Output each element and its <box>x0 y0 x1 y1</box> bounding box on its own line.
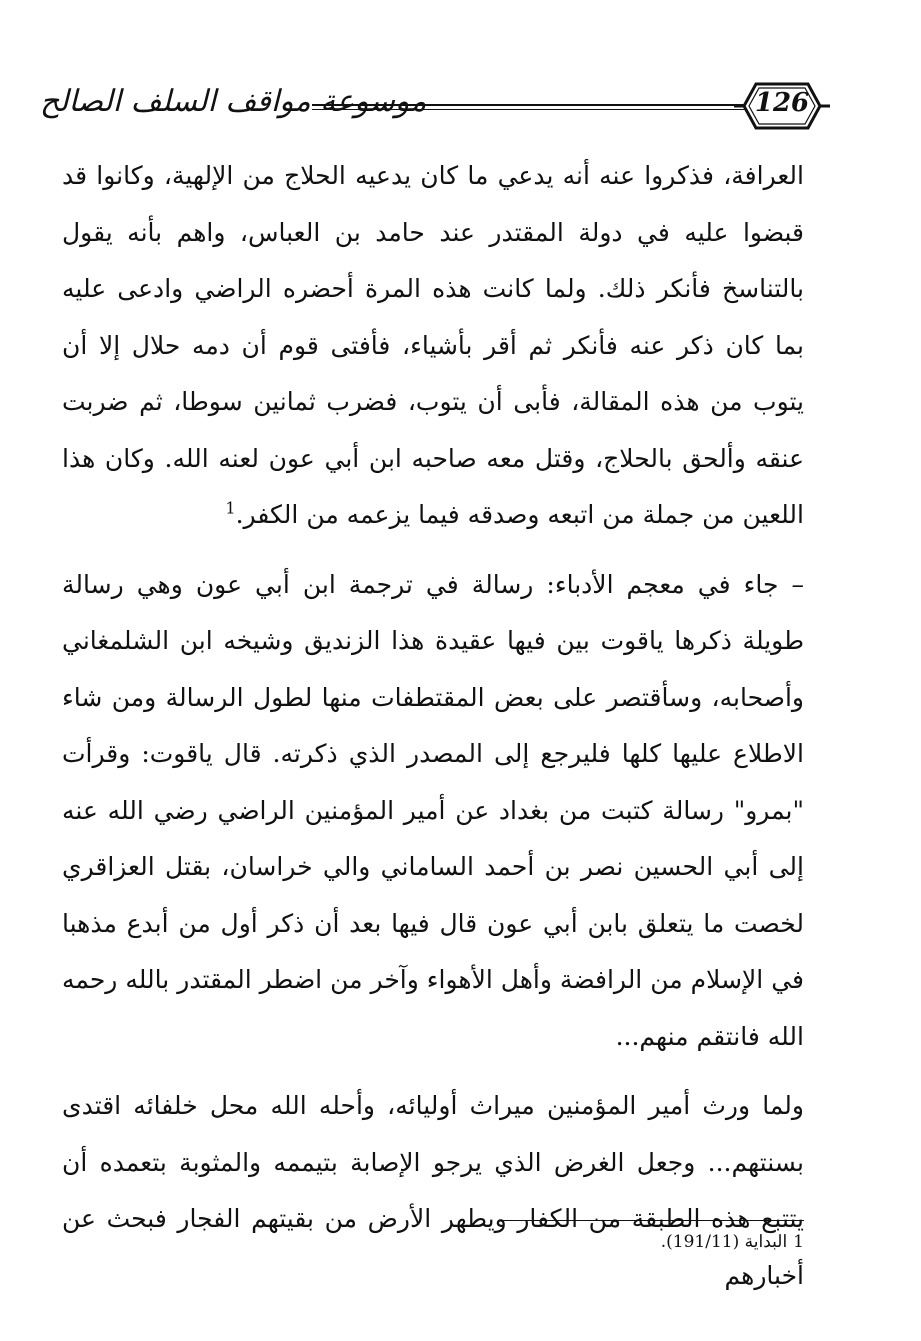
series-title: موسوعة مواقف السلف الصالح <box>40 84 427 119</box>
footnote <box>404 1232 804 1252</box>
paragraph-text: العرافة، فذكروا عنه أنه يدعي ما كان يدعيه الحلاج من الإلهية، وكانوا قد قبضوا عليه في دولة المقتدر عند حامد بن العباس، واهم بأنه يقول بالتناسخ فأنكر ذلك. ولما كانت هذه المرة أحضره الراضي وادعى عليه بما كان ذكر عنه فأنكر ثم أقر بأشياء، فأفتى قوم أن دمه حلال إلا أن يتوب من هذه المقالة، فأبى أن يتوب، فضرب ثمانين سوطا، ثم ضربت عنقه وألحق بالحلاج، وقتل معه صاحبه ابن أبي عون لعنه الله. وكان هذا اللعين من جملة من اتبعه وصدقه فيما يزعمه من الكفر. <box>62 161 804 529</box>
paragraph: – جاء في معجم الأدباء: رسالة في ترجمة ابن أبي عون وهي رسالة طويلة ذكرها ياقوت بين فيها عقيدة هذا الزنديق وشيخه ابن الشلمغاني وأصحابه، وسأقتصر على بعض المقتطفات منها لطول الرسالة ومن شاء الاطلاع عليها كلها فليرجع إلى المصدر الذي ذكرته. قال ياقوت: وقرأت "بمرو" رسالة كتبت من بغداد عن أمير المؤمنين الراضي رضي الله عنه إلى أبي الحسين نصر بن أحمد الساماني والي خراسان، بقتل العزاقري لخصت ما يتعلق بابن أبي عون قال فيها بعد أن ذكر أول من أبدع مذهبا في الإسلام من الرافضة وأهل الأهواء وآخر من اضطر المقتدر بالله رحمه الله فانتقم منهم... <box>62 569 804 1051</box>
paragraph: ولما ورث أمير المؤمنين ميراث أوليائه، وأحله الله محل خلفائه اقتدى بسنتهم... وجعل الغرض الذي يرجو الإصابة بتيممه والمثوبة بتعمده أن يتتبع هذه الطبقة من الكفار ويطهر الأرض من بقيتهم الفجار فبحث عن أخبارهم <box>62 1091 804 1290</box>
footnote-reference[interactable]: 1 <box>225 498 236 518</box>
page-number: 126 <box>754 88 810 118</box>
footnote-text: البداية (191/11). <box>660 1232 788 1252</box>
page-number-badge <box>730 78 834 134</box>
page-header <box>40 78 880 138</box>
header-rule <box>312 104 752 110</box>
footnote-separator <box>502 1220 804 1221</box>
main-text <box>62 148 804 1304</box>
footnote-number: 1 <box>793 1232 804 1252</box>
paragraph <box>62 148 804 544</box>
